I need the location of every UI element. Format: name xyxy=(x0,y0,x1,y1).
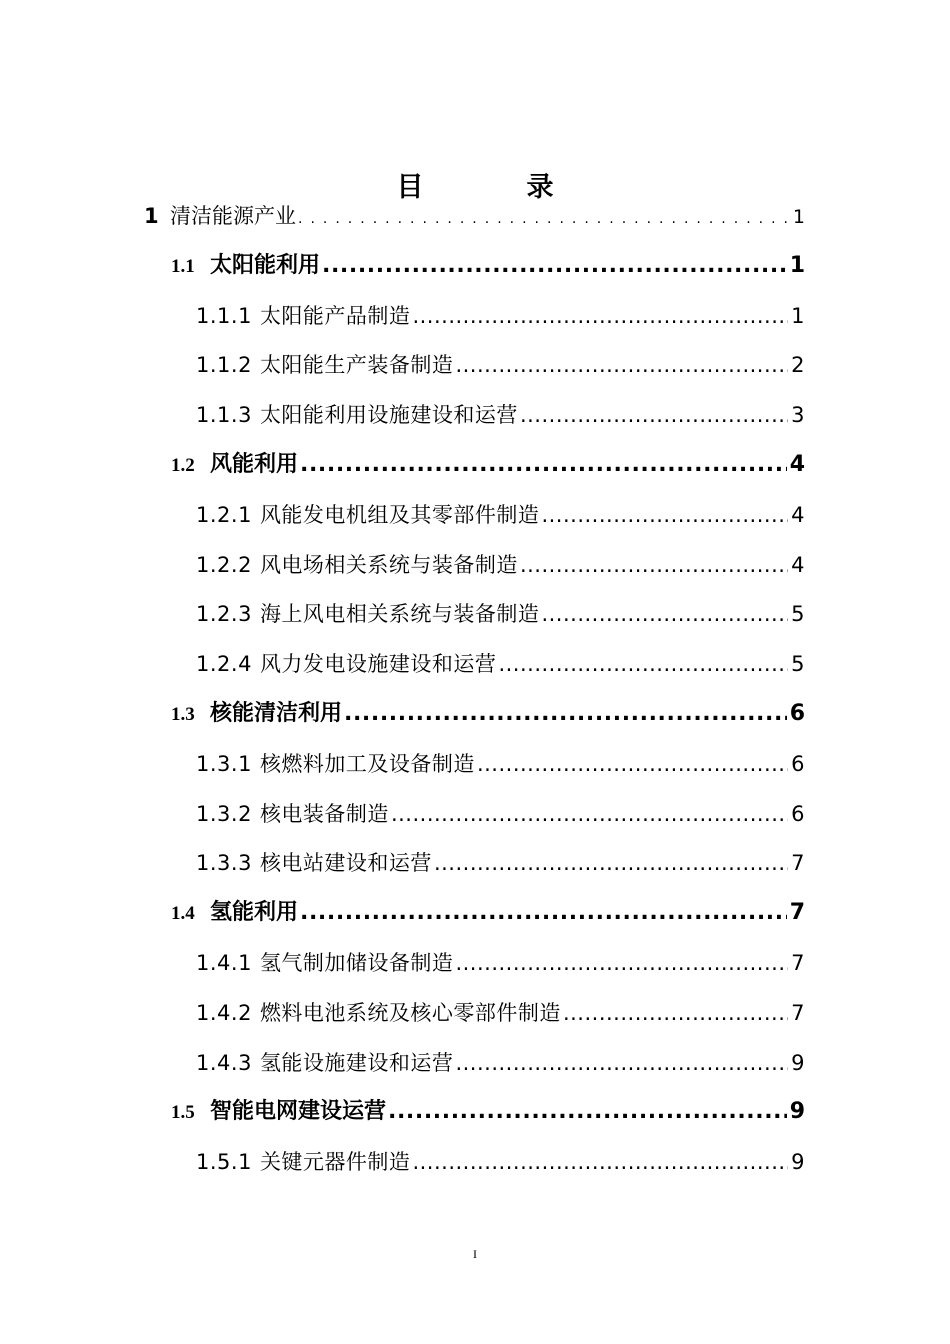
toc-entry-1-4-3[interactable] xyxy=(196,1043,805,1083)
toc-entry-page: 6 xyxy=(791,801,805,826)
dot-leader xyxy=(434,843,788,883)
dot-leader xyxy=(322,246,787,286)
toc-entry-title: 太阳能生产装备制造 xyxy=(259,353,454,378)
toc-entry-title: 太阳能产品制造 xyxy=(259,303,411,328)
toc-entry-1-4-1[interactable] xyxy=(196,943,805,983)
toc-entry-page: 3 xyxy=(791,403,805,428)
toc-entry-number: 1.4 xyxy=(171,903,195,925)
toc-entry-page: 5 xyxy=(791,602,805,627)
toc-entry-page: 9 xyxy=(791,1050,805,1075)
dot-leader xyxy=(563,993,788,1033)
toc-entry-number: 1.2.3 xyxy=(196,602,252,627)
toc-entry-1-1[interactable] xyxy=(171,246,805,286)
dot-leader xyxy=(300,445,787,485)
toc-entry-page: 7 xyxy=(789,900,805,926)
toc-entry-1-2-1[interactable] xyxy=(196,495,805,535)
toc-entry-1-3[interactable] xyxy=(171,694,805,734)
toc-entry-number: 1.2.2 xyxy=(196,552,252,577)
toc-entry-title: 核电装备制造 xyxy=(259,801,389,826)
toc-entry-number: 1.1.2 xyxy=(196,353,252,378)
dot-leader xyxy=(520,395,788,435)
toc-entry-title: 风电场相关系统与装备制造 xyxy=(259,552,518,577)
toc-entry-number: 1.5 xyxy=(171,1102,195,1124)
toc-entry-page: 9 xyxy=(791,1150,805,1175)
toc-entry-1-2[interactable] xyxy=(171,445,805,485)
toc-entry-number: 1.1.1 xyxy=(196,303,252,328)
toc-entry-1-1-2[interactable] xyxy=(196,345,805,385)
toc-entry-title: 风力发电设施建设和运营 xyxy=(259,652,497,677)
toc-entry-number: 1.5.1 xyxy=(196,1150,252,1175)
toc-entry-title: 核电站建设和运营 xyxy=(259,851,432,876)
toc-entry-page: 1 xyxy=(792,206,805,228)
toc-entry-title: 燃料电池系统及核心零部件制造 xyxy=(259,1000,561,1025)
toc-entry-title: 太阳能利用 xyxy=(210,252,321,278)
toc-entry-title: 太阳能利用设施建设和运营 xyxy=(259,403,518,428)
toc-entry-title: 核燃料加工及设备制造 xyxy=(259,751,475,776)
dot-leader xyxy=(391,794,788,834)
toc-entry-page: 2 xyxy=(791,353,805,378)
toc-entry-page: 1 xyxy=(791,303,805,328)
toc-entry-page: 6 xyxy=(791,751,805,776)
toc-entry-page: 7 xyxy=(791,851,805,876)
toc-entry-1[interactable] xyxy=(144,196,805,236)
toc-entry-number: 1.2 xyxy=(171,455,195,476)
toc-entry-1-4[interactable] xyxy=(171,893,805,933)
toc-entry-page: 4 xyxy=(791,502,805,527)
dot-leader xyxy=(498,644,788,684)
toc-entry-1-2-2[interactable] xyxy=(196,545,805,585)
toc-entry-title: 关键元器件制造 xyxy=(259,1150,411,1175)
dot-leader xyxy=(520,545,788,585)
toc-entry-title: 智能电网建设运营 xyxy=(210,1099,387,1125)
toc-entry-1-3-1[interactable] xyxy=(196,744,805,784)
toc-entry-1-3-2[interactable] xyxy=(196,794,805,834)
toc-title: 目 录 xyxy=(396,172,592,204)
dot-leader xyxy=(388,1092,787,1132)
toc-entry-number: 1.4.2 xyxy=(196,1000,252,1025)
toc-entry-page: 7 xyxy=(791,1000,805,1025)
toc-entry-title: 风能发电机组及其零部件制造 xyxy=(259,502,540,527)
toc-entry-number: 1.1 xyxy=(171,255,195,277)
toc-entry-1-1-1[interactable] xyxy=(196,296,805,336)
toc-entry-title: 氢能利用 xyxy=(210,900,299,926)
toc-entry-title: 核能清洁利用 xyxy=(210,701,343,726)
toc-entry-title: 氢能设施建设和运营 xyxy=(259,1050,454,1075)
toc-entry-title: 清洁能源产业 xyxy=(170,204,296,228)
toc-entry-page: 4 xyxy=(791,552,805,577)
dot-leader xyxy=(344,694,787,734)
toc-entry-1-5-1[interactable] xyxy=(196,1142,805,1182)
toc-entry-number: 1.4.1 xyxy=(196,951,252,975)
dot-leader xyxy=(300,893,787,933)
toc-entry-page: 7 xyxy=(791,951,805,975)
toc-entry-number: 1.2.4 xyxy=(196,652,252,677)
footer-page-number: I xyxy=(473,1247,477,1261)
toc-entry-page: 6 xyxy=(789,701,805,726)
dot-leader xyxy=(412,1142,788,1182)
toc-entry-page: 5 xyxy=(791,652,805,677)
toc-entry-page: 9 xyxy=(789,1099,805,1125)
dot-leader xyxy=(541,495,788,535)
dot-leader xyxy=(412,296,788,336)
toc-entry-1-2-3[interactable] xyxy=(196,594,805,634)
toc-entry-number: 1.3.3 xyxy=(196,851,252,876)
toc-entry-number: 1.1.3 xyxy=(196,403,252,428)
toc-entry-1-4-2[interactable] xyxy=(196,993,805,1033)
toc-entry-number: 1.4.3 xyxy=(196,1050,252,1075)
dot-leader xyxy=(541,594,788,634)
dot-leader xyxy=(455,943,788,983)
toc-entry-page: 4 xyxy=(789,452,805,477)
toc-entry-page: 1 xyxy=(789,252,805,278)
toc-entry-number: 1 xyxy=(144,204,159,228)
toc-entry-title: 风能利用 xyxy=(210,452,299,477)
toc-entry-number: 1.2.1 xyxy=(196,502,252,527)
toc-entry-1-3-3[interactable] xyxy=(196,843,805,883)
toc-entry-number: 1.3 xyxy=(171,704,195,725)
toc-entry-title: 海上风电相关系统与装备制造 xyxy=(259,602,540,627)
toc-entry-1-5[interactable] xyxy=(171,1092,805,1132)
dot-leader xyxy=(298,199,790,239)
toc-entry-1-1-3[interactable] xyxy=(196,395,805,435)
dot-leader xyxy=(455,345,788,385)
dot-leader xyxy=(455,1043,788,1083)
toc-entry-number: 1.3.1 xyxy=(196,751,252,776)
toc-entry-1-2-4[interactable] xyxy=(196,644,805,684)
toc-entry-number: 1.3.2 xyxy=(196,801,252,826)
toc-entry-title: 氢气制加储设备制造 xyxy=(259,951,454,975)
dot-leader xyxy=(477,744,788,784)
